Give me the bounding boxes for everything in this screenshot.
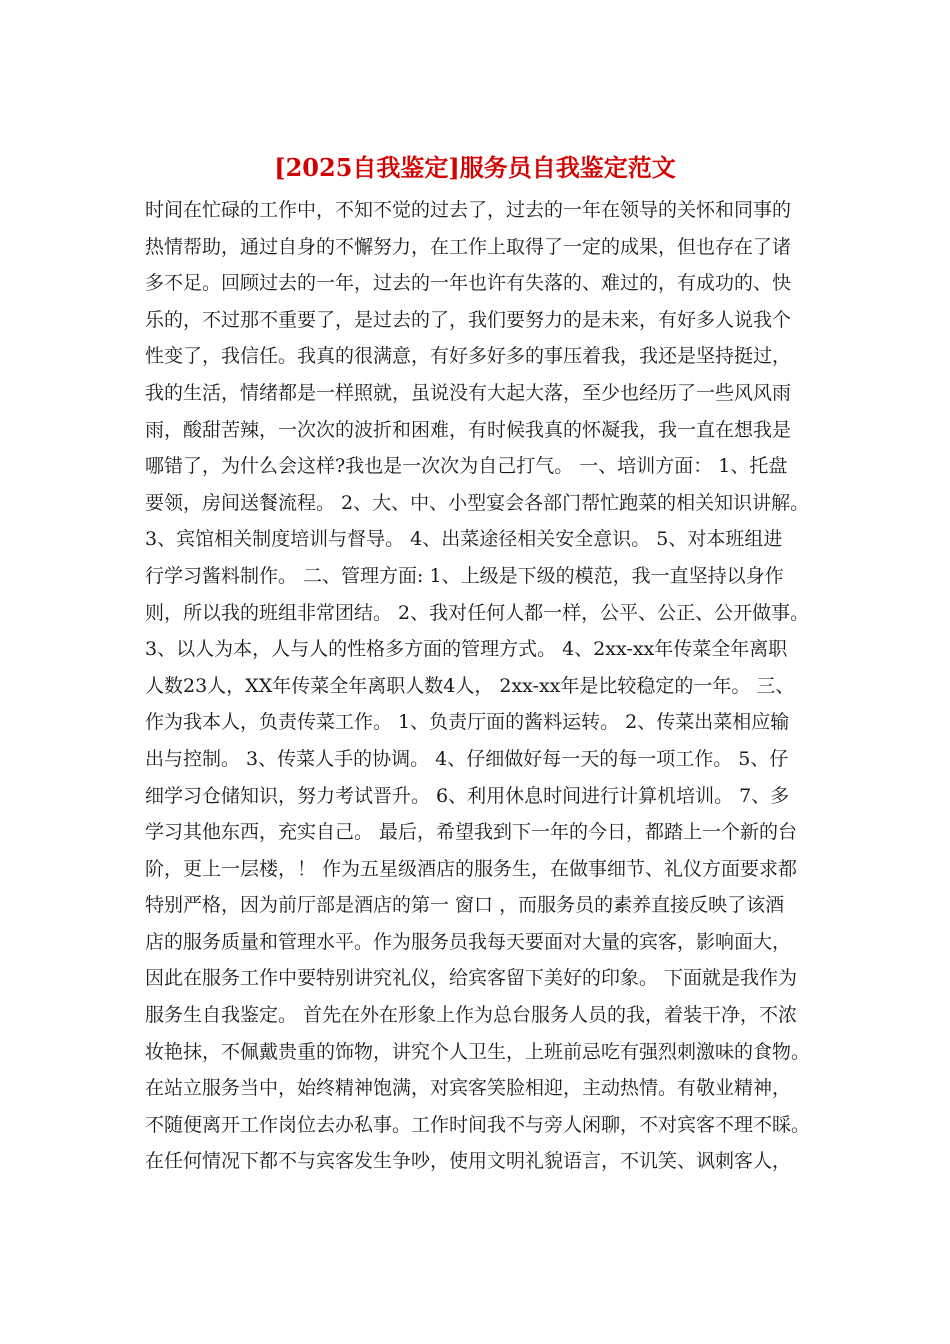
- body-line: 热情帮助，通过自身的不懈努力，在工作上取得了一定的成果，但也存在了诸: [145, 235, 792, 258]
- body-line: 特别严格，因为前厅部是酒店的第一 窗口 ，而服务员的素养直接反映了该酒: [145, 894, 785, 917]
- body-line: 3、宾馆相关制度培训与督导。 4、出菜途径相关安全意识。 5、对本班组进: [145, 528, 783, 551]
- body-line: 我的生活，情绪都是一样照就，虽说没有大起大落，至少也经历了一些风风雨: [145, 381, 792, 404]
- body-line: 则，所以我的班组非常团结。 2、我对任何人都一样，公平、公正、公开做事。: [145, 601, 810, 624]
- body-line: 服务生自我鉴定。 首先在外在形象上作为总台服务人员的我，着装干净，不浓: [145, 1004, 798, 1027]
- body-line: 人数23人，XX年传菜全年离职人数4人， 2xx-xx年是比较稳定的一年。 三、: [145, 674, 795, 697]
- body-line: 因此在服务工作中要特别讲究礼仪，给宾客留下美好的印象。 下面就是我作为: [145, 967, 798, 990]
- body-line: 作为我本人，负责传菜工作。 1、负责厅面的酱料运转。 2、传菜出菜相应输: [145, 711, 790, 734]
- body-line: 多不足。回顾过去的一年，过去的一年也许有失落的、难过的，有成功的、快: [145, 272, 792, 295]
- body-line: 乐的，不过那不重要了，是过去的了，我们要努力的是未来，有好多人说我个: [145, 308, 792, 331]
- body-line: 阶，更上一层楼，！ 作为五星级酒店的服务生，在做事细节、礼仪方面要求都: [145, 857, 798, 880]
- body-line: 雨，酸甜苦辣，一次次的波折和困难，有时候我真的怀凝我，我一直在想我是: [145, 418, 792, 441]
- body-line: 学习其他东西，充实自己。 最后，希望我到下一年的今日，都踏上一个新的台: [145, 821, 798, 844]
- body-line: 行学习酱料制作。 二、管理方面: 1、上级是下级的模范，我一直坚持以身作: [145, 564, 784, 587]
- body-line: 妆艳抹，不佩戴贵重的饰物，讲究个人卫生，上班前忌吃有强烈刺激味的食物。: [145, 1040, 811, 1063]
- body-line: 要领，房间送餐流程。 2、大、中、小型宴会各部门帮忙跑菜的相关知识讲解。: [145, 491, 810, 514]
- body-line: 细学习仓储知识，努力考试晋升。 6、利用休息时间进行计算机培训。 7、多: [145, 784, 790, 807]
- body-line: 出与控制。 3、传菜人手的协调。 4、仔细做好每一天的每一项工作。 5、仔: [145, 747, 789, 770]
- body-line: 性变了，我信任。我真的很满意，有好多好多的事压着我，我还是坚持挺过，: [145, 345, 792, 368]
- body-line: 不随便离开工作岗位去办私事。工作时间我不与旁人闲聊，不对宾客不理不睬。: [145, 1113, 811, 1136]
- document-body: [145, 192, 815, 1180]
- document-title: [2025自我鉴定]服务员自我鉴定范文: [274, 153, 676, 182]
- body-line: 哪错了，为什么会这样?我也是一次次为自己打气。 一、培训方面： 1、托盘: [145, 455, 788, 478]
- body-line: 在站立服务当中，始终精神饱满，对宾客笑脸相迎，主动热情。有敬业精神，: [145, 1077, 792, 1100]
- body-line: 店的服务质量和管理水平。作为服务员我每天要面对大量的宾客，影响面大，: [145, 930, 792, 953]
- body-line: 时间在忙碌的工作中，不知不觉的过去了，过去的一年在领导的关怀和同事的: [145, 199, 792, 221]
- body-line: 在任何情况下都不与宾客发生争吵，使用文明礼貌语言，不讥笑、讽刺客人，: [145, 1150, 792, 1173]
- body-line: 3、以人为本，人与人的性格多方面的管理方式。 4、2xx-xx年传菜全年离职: [145, 638, 788, 661]
